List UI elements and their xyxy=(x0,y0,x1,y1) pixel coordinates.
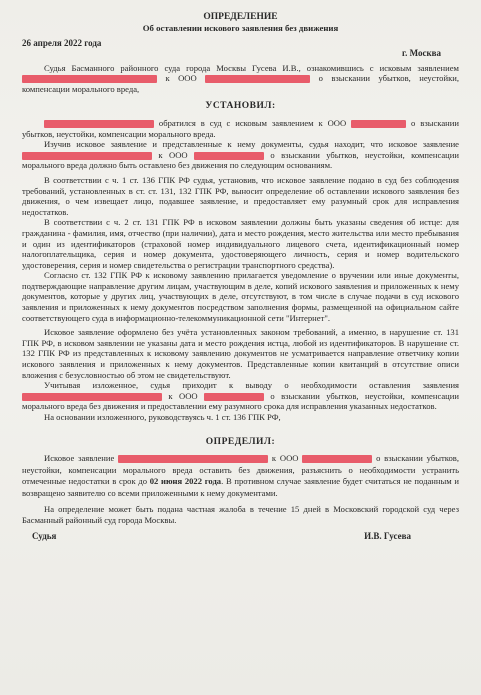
established-paragraph-6: Исковое заявление оформлено без учёта установленных законом требований, а именно, в нарушение ст. 131 ГПК РФ, в исковом заявлении не указаны дата и место рождения истца, любой из идентификаторов. В нарушение ст. 132 ГПК РФ из представленных к исковому заявлению документов не усматривается направление ответчику копии искового заявления и приложенных к нему документов. Представленные копии квитанций в отсутствие описи вложения с безусловностью об этом не свидетельствуют. xyxy=(22,327,459,380)
redaction-mark xyxy=(205,75,310,83)
redaction-mark xyxy=(22,152,152,160)
redaction-mark xyxy=(204,393,264,401)
established-paragraph-5: Согласно ст. 132 ГПК РФ к исковому заявлению прилагается уведомление о вручении или иные документы, подтверждающие направление другим лицам, участвующим в деле, копий искового заявления и приложенных к нему документов, которые у других лиц, участвующих в деле, отсутствуют, в том числе в случае подачи в суд искового заявления и приложенных к нему документов посредством заполнения формы, размещенной на официальном сайте соответствующего суда в информационно-телекоммуникационной сети "Интернет". xyxy=(22,270,459,323)
signature-role: Судья xyxy=(32,530,57,541)
section-decided-heading: ОПРЕДЕЛИЛ: xyxy=(205,436,276,447)
redaction-mark xyxy=(44,120,154,128)
date-city-row xyxy=(22,38,459,59)
document-title: ОПРЕДЕЛЕНИЕ xyxy=(203,12,278,22)
established-paragraph-2: Изучив исковое заявление и представленные к нему документы, судья находит, что исковое заявление к ООО о взыскании убытков, неустойки, компенсации морального вреда должно быть оставлено без движения по следующим основаниям. xyxy=(22,139,459,171)
established-paragraph-1: обратился в суд с исковым заявлением к ООО о взыскании убытков, неустойки, компенсации морального вреда. xyxy=(22,117,459,139)
redaction-mark xyxy=(118,455,268,463)
redaction-mark xyxy=(22,75,157,83)
established-paragraph-3: В соответствии с ч. 1 ст. 136 ГПК РФ судья, установив, что исковое заявление подано в суд без соблюдения требований, установленных в ст. ст. 131, 132 ГПК РФ, выносит определение об оставлении искового заявления без движения, о чем извещает лицо, подавшее заявление, и предоставляет ему разумный срок для исправления недостатков. xyxy=(22,174,459,217)
redaction-mark xyxy=(194,152,264,160)
document-date: 26 апреля 2022 года xyxy=(22,38,102,48)
intro-paragraph: Судья Басманного районного суда города Москвы Гусева И.В., ознакомившись с исковым заявлением к ООО о взыскании убытков, неустойки, компенсации морального вреда, xyxy=(22,62,460,94)
document-subtitle: Об оставлении искового заявления без движения xyxy=(142,23,339,33)
signature-row xyxy=(22,531,411,542)
section-established-heading: УСТАНОВИЛ: xyxy=(205,101,276,112)
redaction-mark xyxy=(351,120,406,128)
redaction-mark xyxy=(22,393,162,401)
redaction-mark xyxy=(302,455,372,463)
established-paragraph-4: В соответствии с ч. 2 ст. 131 ГПК РФ в исковом заявлении должны быть указаны сведения об истце: для гражданина - фамилия, имя, отчество (при наличии), дата и место рождения, место жительства или место пребывания и один из идентификаторов (страховой номер индивидуального лицевого счета, идентификационный номер налогоплательщика, серия и номер документа, удостоверяющего личность, серия и номер водительского удостоверения, серия и номер свидетельства о регистрации транспортного средства). xyxy=(22,217,459,270)
decided-paragraph-1: Исковое заявление к ООО о взыскании убытков, неустойки, компенсации морального вреда оставить без движения, разъяснить о необходимости устранить отмеченные недостатки в срок до 02 июня 2022 года. В противном случае заявление будет считаться не поданным и возвращено заявителю со всеми приложенными к нему документами. xyxy=(22,453,459,498)
deadline-date: 02 июня 2022 года xyxy=(149,476,222,487)
document-city: г. Москва xyxy=(402,48,441,58)
established-paragraph-8: На основании изложенного, руководствуясь ч. 1 ст. 136 ГПК РФ, xyxy=(44,412,281,422)
decided-paragraph-2: На определение может быть подана частная жалоба в течение 15 дней в Московский городской суд через Басманный районный суд города Москвы. xyxy=(22,503,459,526)
established-paragraph-7: Учитывая изложенное, судья приходит к выводу о необходимости оставления заявления к ООО о взыскании убытков, неустойки, компенсации морального вреда без движения и предоставлении ему разумного срока для исправления указанных недостатков. xyxy=(22,380,459,412)
signature-name: И.В. Гусева xyxy=(364,530,411,541)
